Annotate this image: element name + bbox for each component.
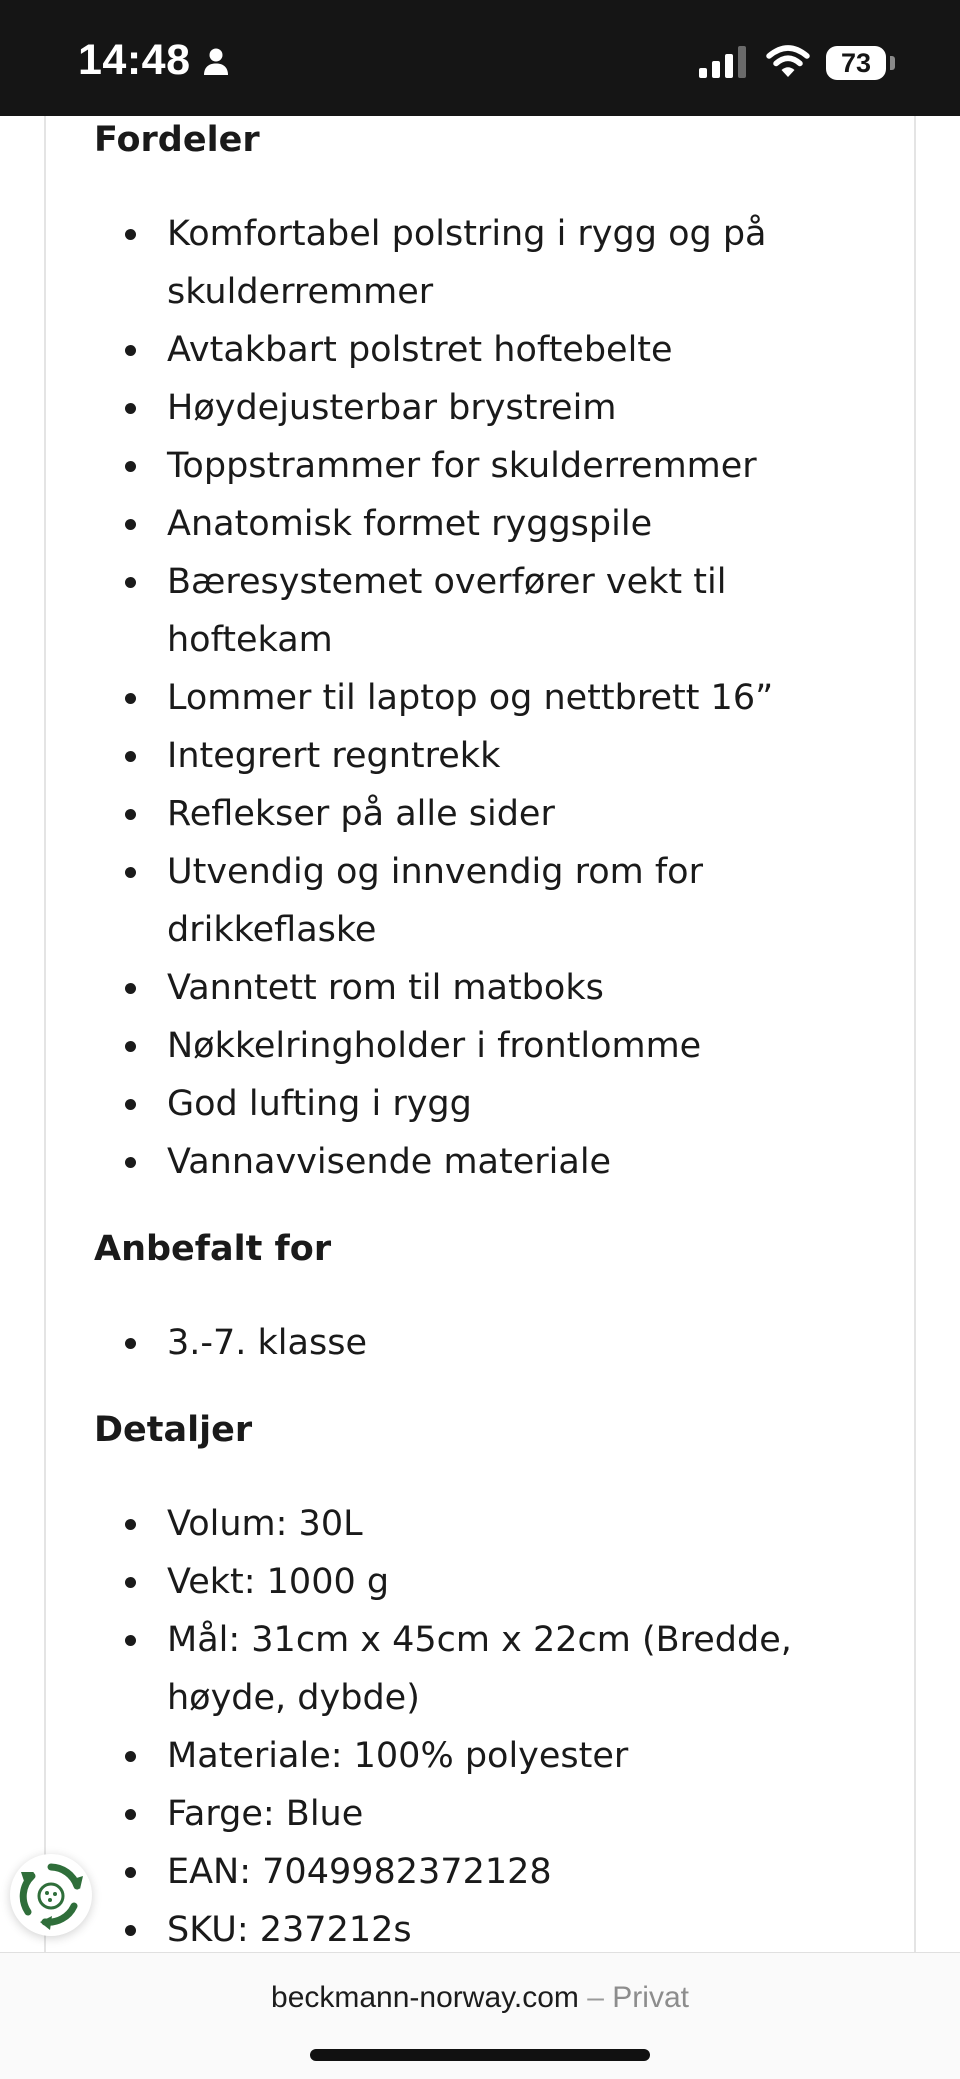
list-item: Komfortabel polstring i rygg og på skulderremmer (94, 205, 884, 321)
list-item: Mål: 31cm x 45cm x 22cm (Bredde, høyde, dybde) (94, 1611, 884, 1727)
list-item: Vanntett rom til matboks (94, 959, 884, 1017)
battery-tip (890, 56, 895, 70)
list-item: Nøkkelringholder i frontlomme (94, 1017, 884, 1075)
list-item: 3.-7. klasse (94, 1314, 884, 1372)
person-icon (203, 48, 229, 80)
heading-fordeler: Fordeler (94, 120, 260, 160)
list-item: Vekt: 1000 g (94, 1553, 884, 1611)
heading-anbefalt-for: Anbefalt for (94, 1229, 332, 1269)
url-separator: – (587, 1981, 604, 2014)
list-item: Utvendig og innvendig rom for drikkeflaske (94, 843, 884, 959)
list-item: God lufting i rygg (94, 1075, 884, 1133)
list-item: Avtakbart polstret hoftebelte (94, 321, 884, 379)
status-time: 14:48 (78, 36, 191, 84)
list-fordeler (94, 205, 884, 1191)
list-item: Materiale: 100% polyester (94, 1727, 884, 1785)
recycle-icon[interactable] (10, 1854, 92, 1936)
private-mode-label: Privat (612, 1981, 689, 2014)
list-item: Integrert regntrekk (94, 727, 884, 785)
list-item: Bæresystemet overfører vekt til hoftekam (94, 553, 884, 669)
status-bar (0, 0, 960, 116)
browser-bottom-bar (0, 1952, 960, 2079)
wifi-icon (766, 44, 810, 82)
list-item: Reflekser på alle sider (94, 785, 884, 843)
list-detaljer (94, 1495, 884, 1959)
list-item: Volum: 30L (94, 1495, 884, 1553)
address-bar[interactable] (0, 1981, 960, 2015)
list-item: EAN: 7049982372128 (94, 1843, 884, 1901)
battery-indicator: 73 (826, 46, 886, 80)
home-indicator[interactable] (310, 2049, 650, 2061)
list-item: Høydejusterbar brystreim (94, 379, 884, 437)
list-item: Anatomisk formet ryggspile (94, 495, 884, 553)
cellular-signal-icon (699, 46, 747, 82)
list-item: SKU: 237212s (94, 1901, 884, 1959)
list-item: Toppstrammer for skulderremmer (94, 437, 884, 495)
url-domain: beckmann-norway.com (271, 1981, 579, 2014)
product-description (94, 118, 884, 1959)
list-item: Farge: Blue (94, 1785, 884, 1843)
list-anbefalt-for (94, 1314, 884, 1372)
heading-detaljer: Detaljer (94, 1410, 253, 1450)
list-item: Lommer til laptop og nettbrett 16” (94, 669, 884, 727)
list-item: Vannavvisende materiale (94, 1133, 884, 1191)
